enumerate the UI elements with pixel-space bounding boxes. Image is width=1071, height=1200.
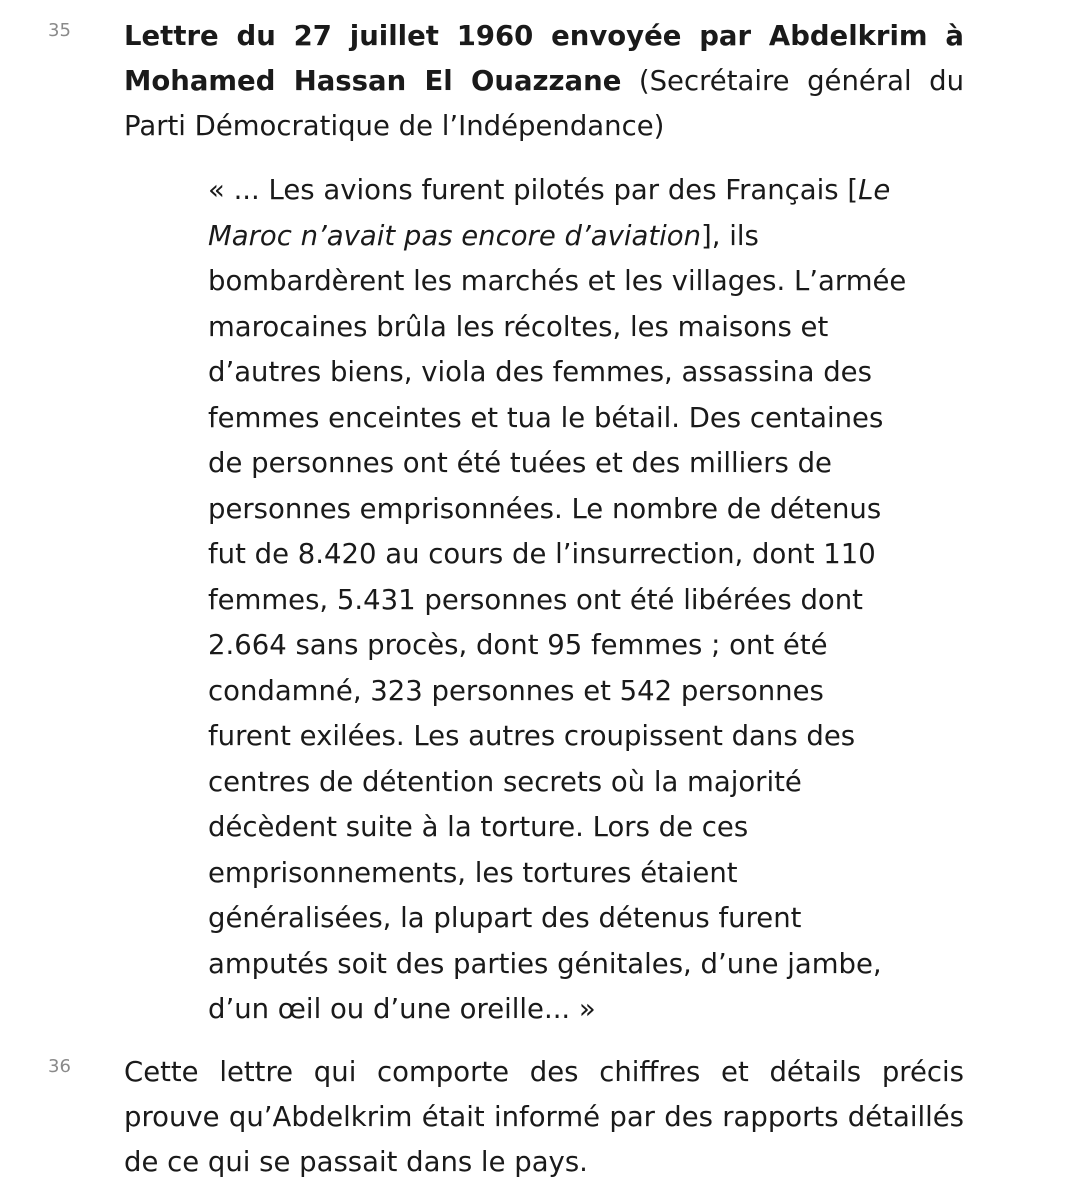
quote-line: 2.664 sans procès, dont 95 femmes ; ont été [208,629,828,661]
quote-line: furent exilées. Les autres croupissent dans des [208,720,856,752]
quote-line: bombardèrent les marchés et les villages. L’armée [208,265,907,297]
quote-line: fut de 8.420 au cours de l’insurrection, dont 110 [208,538,876,570]
paragraph-number-35: 35 [48,20,71,41]
quote-line: d’un œil ou d’une oreille... » [208,993,596,1025]
paragraph-36: Cette lettre qui comporte des chiffres et détails précis prouve qu’Abdelkrim était informé par des rapports détaillés de ce qui se passait dans le pays. [124,1056,964,1178]
quote-line: décèdent suite à la torture. Lors de ces [208,811,749,843]
quote-line: d’autres biens, viola des femmes, assassina des [208,356,872,388]
quote-line: personnes emprisonnées. Le nombre de détenus [208,492,882,525]
paragraph-35 [124,14,964,149]
quote-line [208,214,968,260]
quote-line [208,168,968,214]
quote-line: de personnes ont été tuées et des milliers de [208,447,832,479]
letter-heading-detail: (Secrétaire général du Parti Démocratique de l’Indépendance) [124,65,965,142]
quote-line: généralisées, la plupart des détenus furent [208,902,802,934]
quote-line: centres de détention secrets où la majorité [208,765,802,798]
paragraph-number-36: 36 [48,1056,71,1077]
quote-line: amputés soit des parties génitales, d’une jambe, [208,947,882,980]
quote-line: femmes, 5.431 personnes ont été libérées dont [208,583,863,616]
block-quote [208,168,968,1033]
quote-text: ], ils [701,219,759,252]
quote-line: emprisonnements, les tortures étaient [208,856,738,889]
quote-line: condamné, 323 personnes et 542 personnes [208,674,824,707]
quote-text: « ... Les avions furent pilotés par des Français [ [208,174,859,206]
quote-italic-text: Le [858,174,891,206]
quote-italic-text: Maroc n’avait pas encore d’aviation [208,219,702,252]
letter-heading: Lettre du 27 juillet 1960 envoyée par Abdelkrim à Mohamed Hassan El Ouazzane [124,20,964,97]
quote-line: marocaines brûla les récoltes, les maisons et [208,310,829,343]
quote-line: femmes enceintes et tua le bétail. Des centaines [208,401,884,434]
